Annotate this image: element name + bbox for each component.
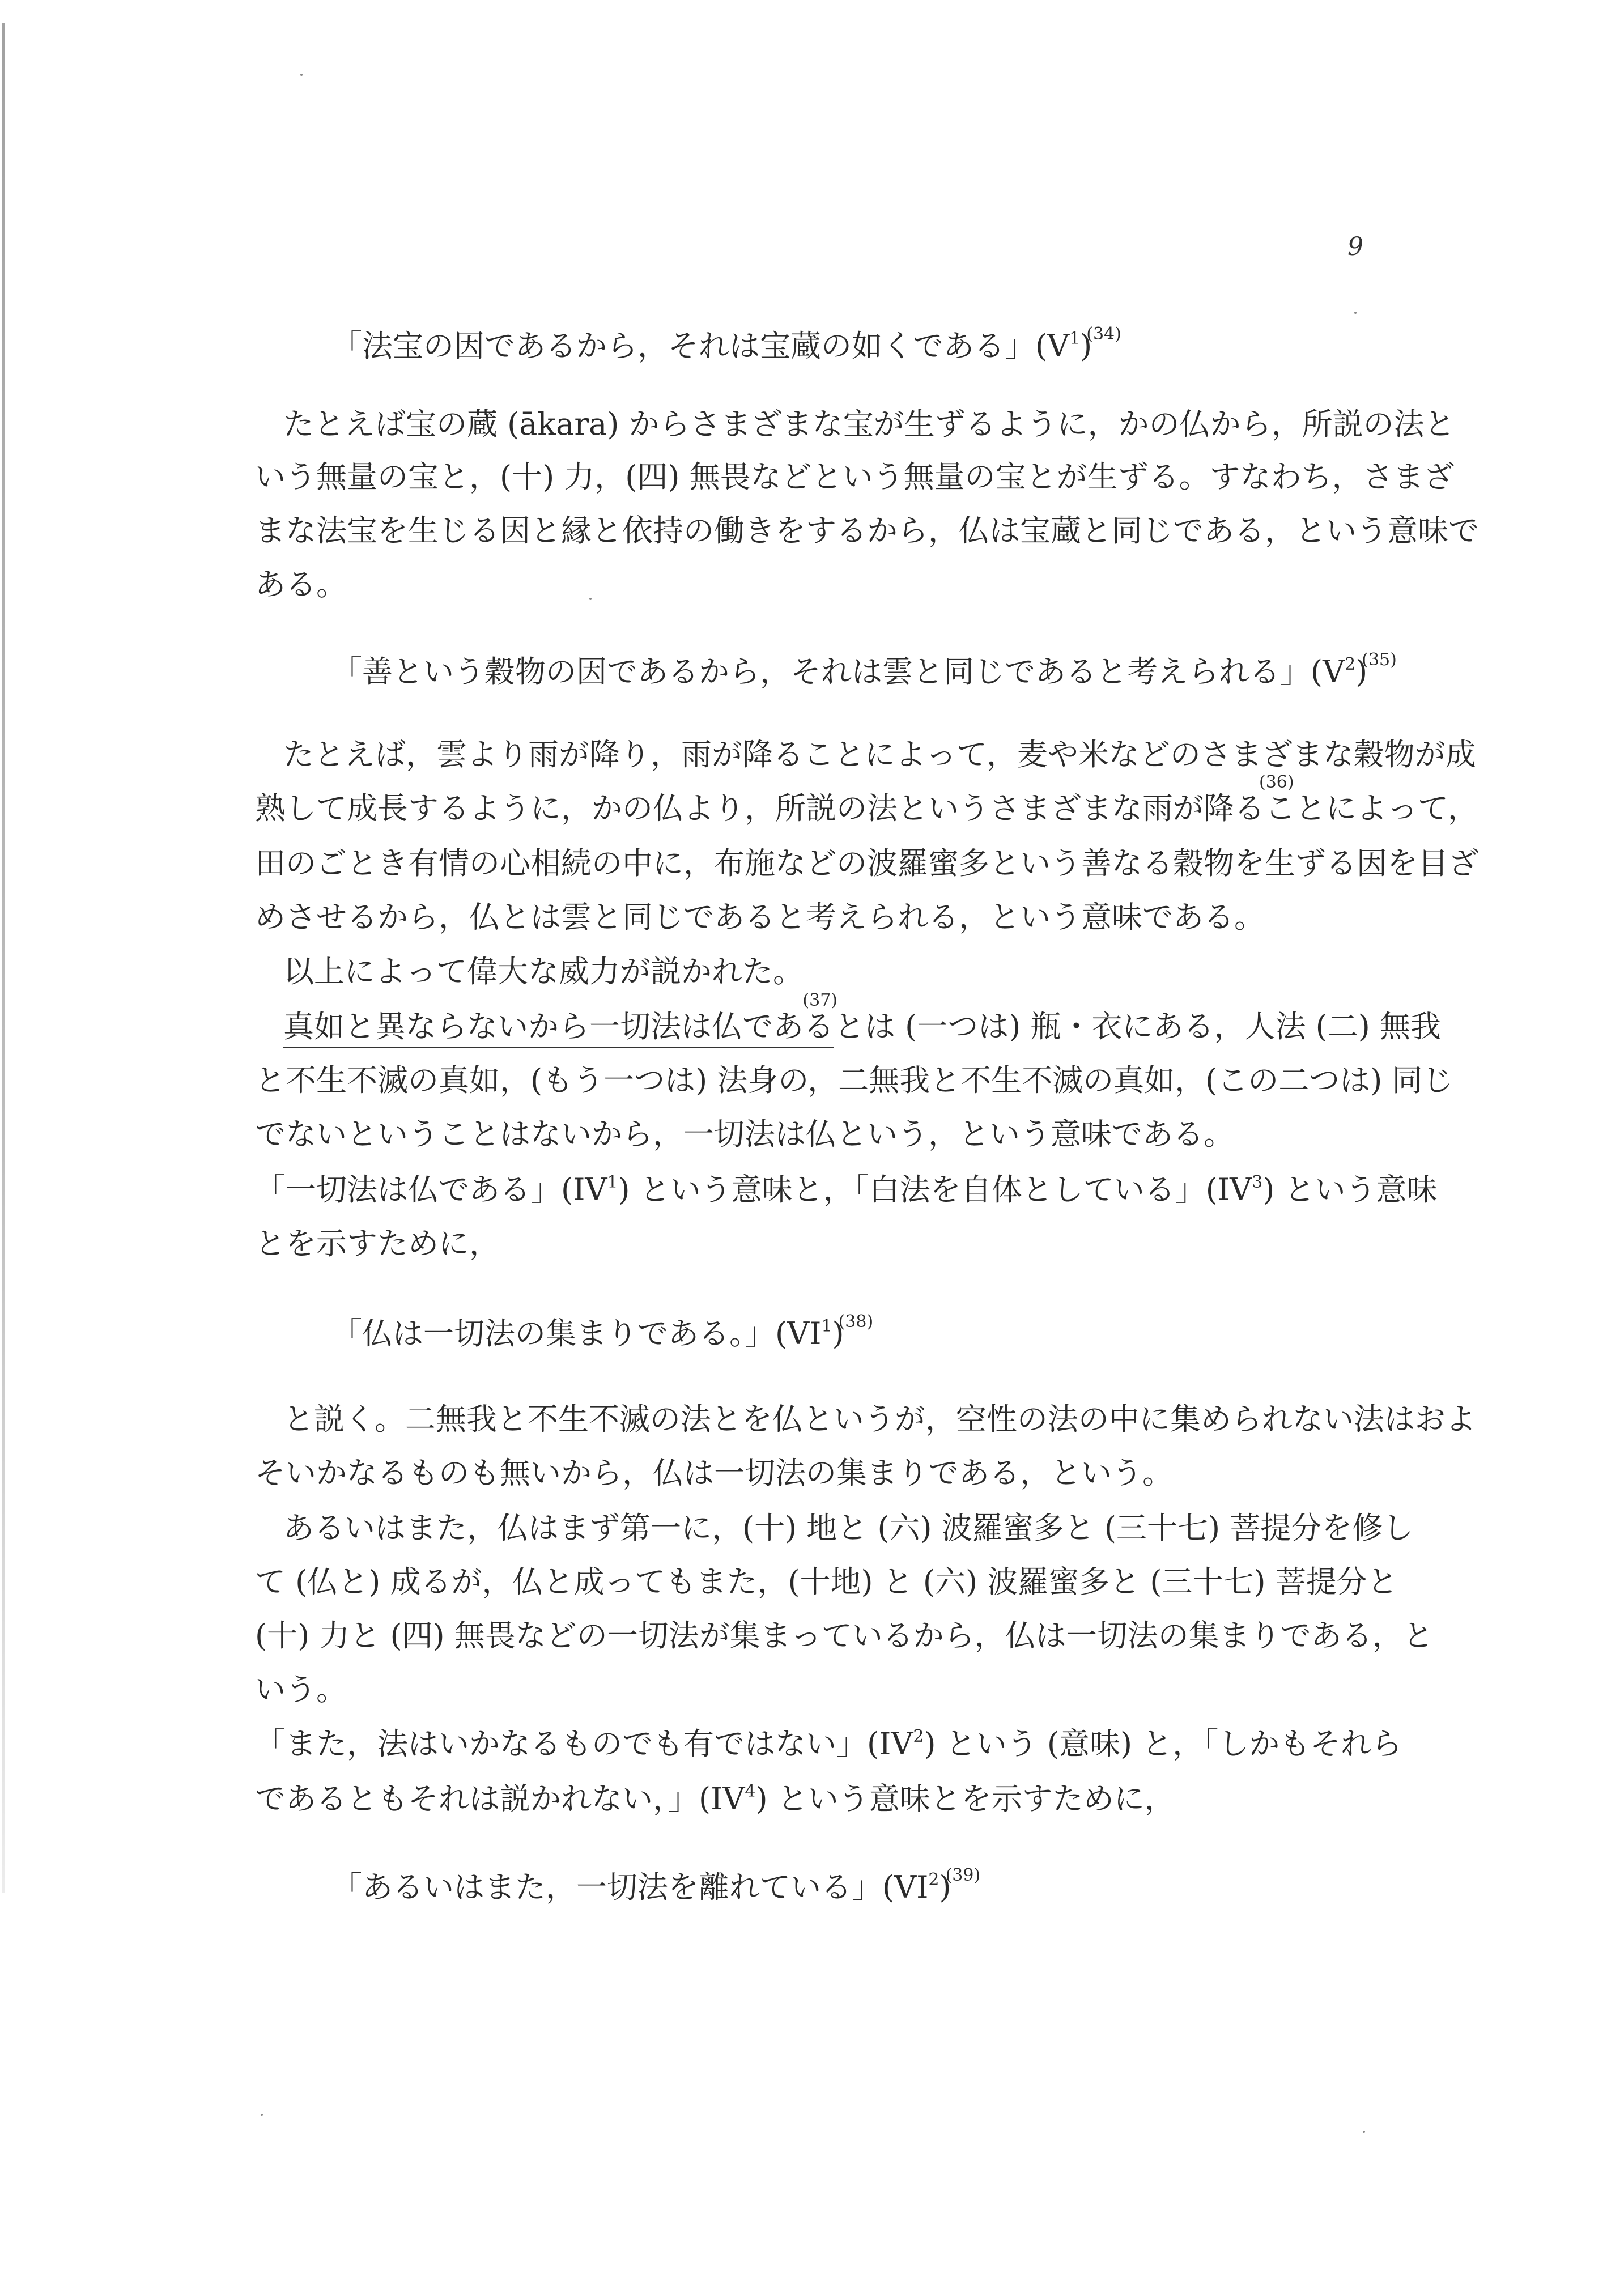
body-line	[255, 1726, 1402, 1762]
body-line: そいかなるものも無いから，仏は一切法の集まりである，という。	[255, 1455, 1173, 1491]
body-line: たとえば，雲より雨が降り，雨が降ることによって，麦や米などのさまざまな穀物が成	[283, 737, 1476, 772]
footnote-marker: (38)	[838, 1312, 874, 1332]
quote-close: )	[832, 1316, 844, 1351]
superscript: 2	[928, 1870, 939, 1890]
body-text: であるともそれは説かれない，」(IV	[255, 1781, 745, 1817]
body-line	[283, 990, 1441, 1044]
quote-line	[331, 1867, 980, 1903]
quote-text: 「法宝の因であるから，それは宝蔵の如くである」(V	[331, 328, 1070, 364]
superscript: 4	[745, 1781, 756, 1801]
scan-speck	[261, 2114, 263, 2116]
body-text: とによって，	[1295, 790, 1478, 826]
superscript: 2	[913, 1727, 924, 1746]
scan-speck	[1354, 312, 1357, 314]
page-number: 9	[1347, 232, 1363, 261]
quote-close: )	[1355, 654, 1368, 690]
quote-line	[331, 650, 1397, 690]
quote-text: 「善という穀物の因であるから，それは雲と同じであると考えられる」(V	[331, 654, 1345, 690]
footnote-marker: (35)	[1362, 650, 1397, 670]
quote-text: 「仏は一切法の集まりである。」(VI	[331, 1316, 822, 1351]
footnote-marker: (36)	[1259, 772, 1294, 792]
body-text: とは (一つは) 瓶・衣にある，人法 (二) 無我	[834, 1009, 1441, 1044]
body-text: ) という意味と，「白法を自体としている」(IV	[618, 1172, 1252, 1207]
body-line: ある。	[255, 567, 347, 602]
body-line: (十) 力と (四) 無畏などの一切法が集まっているから，仏は一切法の集まりである，と	[255, 1618, 1434, 1653]
body-line: と説く。二無我と不生不滅の法とを仏というが，空性の法の中に集められない法はおよ	[283, 1401, 1476, 1437]
body-line: いう無量の宝と，(十) 力，(四) 無畏などという無量の宝とが生ずる。すなわち，さまざ	[255, 459, 1455, 495]
body-line: 以上によって偉大な威力が説かれた。	[283, 954, 804, 989]
body-line: めさせるから，仏とは雲と同じであると考えられる，という意味である。	[255, 899, 1265, 935]
body-text: ) という意味	[1262, 1172, 1438, 1207]
quote-line	[331, 326, 1121, 362]
body-text: 熟して成長するように，かの仏より，所説の法というさまざまな雨が降る	[255, 790, 1265, 826]
scan-speck	[300, 74, 303, 76]
body-line: あるいはまた，仏はまず第一に，(十) 地と (六) 波羅蜜多と (三十七) 菩提分を修し	[283, 1510, 1414, 1546]
body-line: と不生不滅の真如，(もう一つは) 法身の，二無我と不生不滅の真如，(この二つは) 同じ	[255, 1062, 1453, 1098]
superscript: 2	[1345, 654, 1356, 674]
body-line	[255, 1781, 1175, 1817]
footnote-marker: (39)	[945, 1865, 981, 1885]
body-text: こ	[1265, 790, 1295, 826]
body-line	[255, 772, 1478, 826]
footnote-anchor	[1259, 772, 1295, 826]
body-line	[255, 1174, 1437, 1205]
quote-close: )	[1080, 328, 1092, 364]
body-line: いう。	[255, 1672, 347, 1707]
quote-text: 「あるいはまた，一切法を離れている」(VI	[331, 1869, 929, 1905]
scan-speck	[589, 598, 592, 600]
body-text: 「また，法はいかなるものでも有ではない」(IV	[255, 1726, 913, 1762]
body-line: とを示すために，	[255, 1226, 500, 1261]
scan-speck	[1363, 2131, 1365, 2133]
body-line: て (仏と) 成るが，仏と成ってもまた，(十地) と (六) 波羅蜜多と (三十七) 菩提分と	[255, 1564, 1398, 1600]
body-line: たとえば宝の蔵 (ākara) からさまざまな宝が生ずるように，かの仏から，所説の法と	[283, 406, 1455, 442]
underlined-phrase	[283, 990, 837, 1044]
superscript: 1	[821, 1316, 832, 1336]
superscript: 1	[1069, 329, 1081, 348]
underlined-text: 真如と異ならないから一切法は仏である	[283, 1009, 834, 1048]
quote-line	[331, 1313, 873, 1349]
page-edge-shadow	[2, 23, 5, 1893]
quote-close: )	[939, 1869, 951, 1905]
footnote-marker: (34)	[1086, 324, 1121, 344]
body-line: まな法宝を生じる因と縁と依持の働きをするから，仏は宝蔵と同じである，という意味で	[255, 513, 1479, 549]
body-text: 「一切法は仏である」(IV	[255, 1172, 607, 1207]
superscript: 3	[1252, 1172, 1263, 1192]
body-text: ) という (意味) と，「しかもそれら	[924, 1726, 1402, 1762]
body-line: でないということはないから，一切法は仏という，という意味である。	[255, 1116, 1234, 1152]
body-line: 田のごとき有情の心相続の中に，布施などの波羅蜜多という善なる穀物を生ずる因を目ざ	[255, 845, 1479, 881]
superscript: 1	[607, 1172, 618, 1192]
body-text: ) という意味とを示すために，	[755, 1781, 1175, 1817]
footnote-marker: (37)	[802, 990, 837, 1010]
